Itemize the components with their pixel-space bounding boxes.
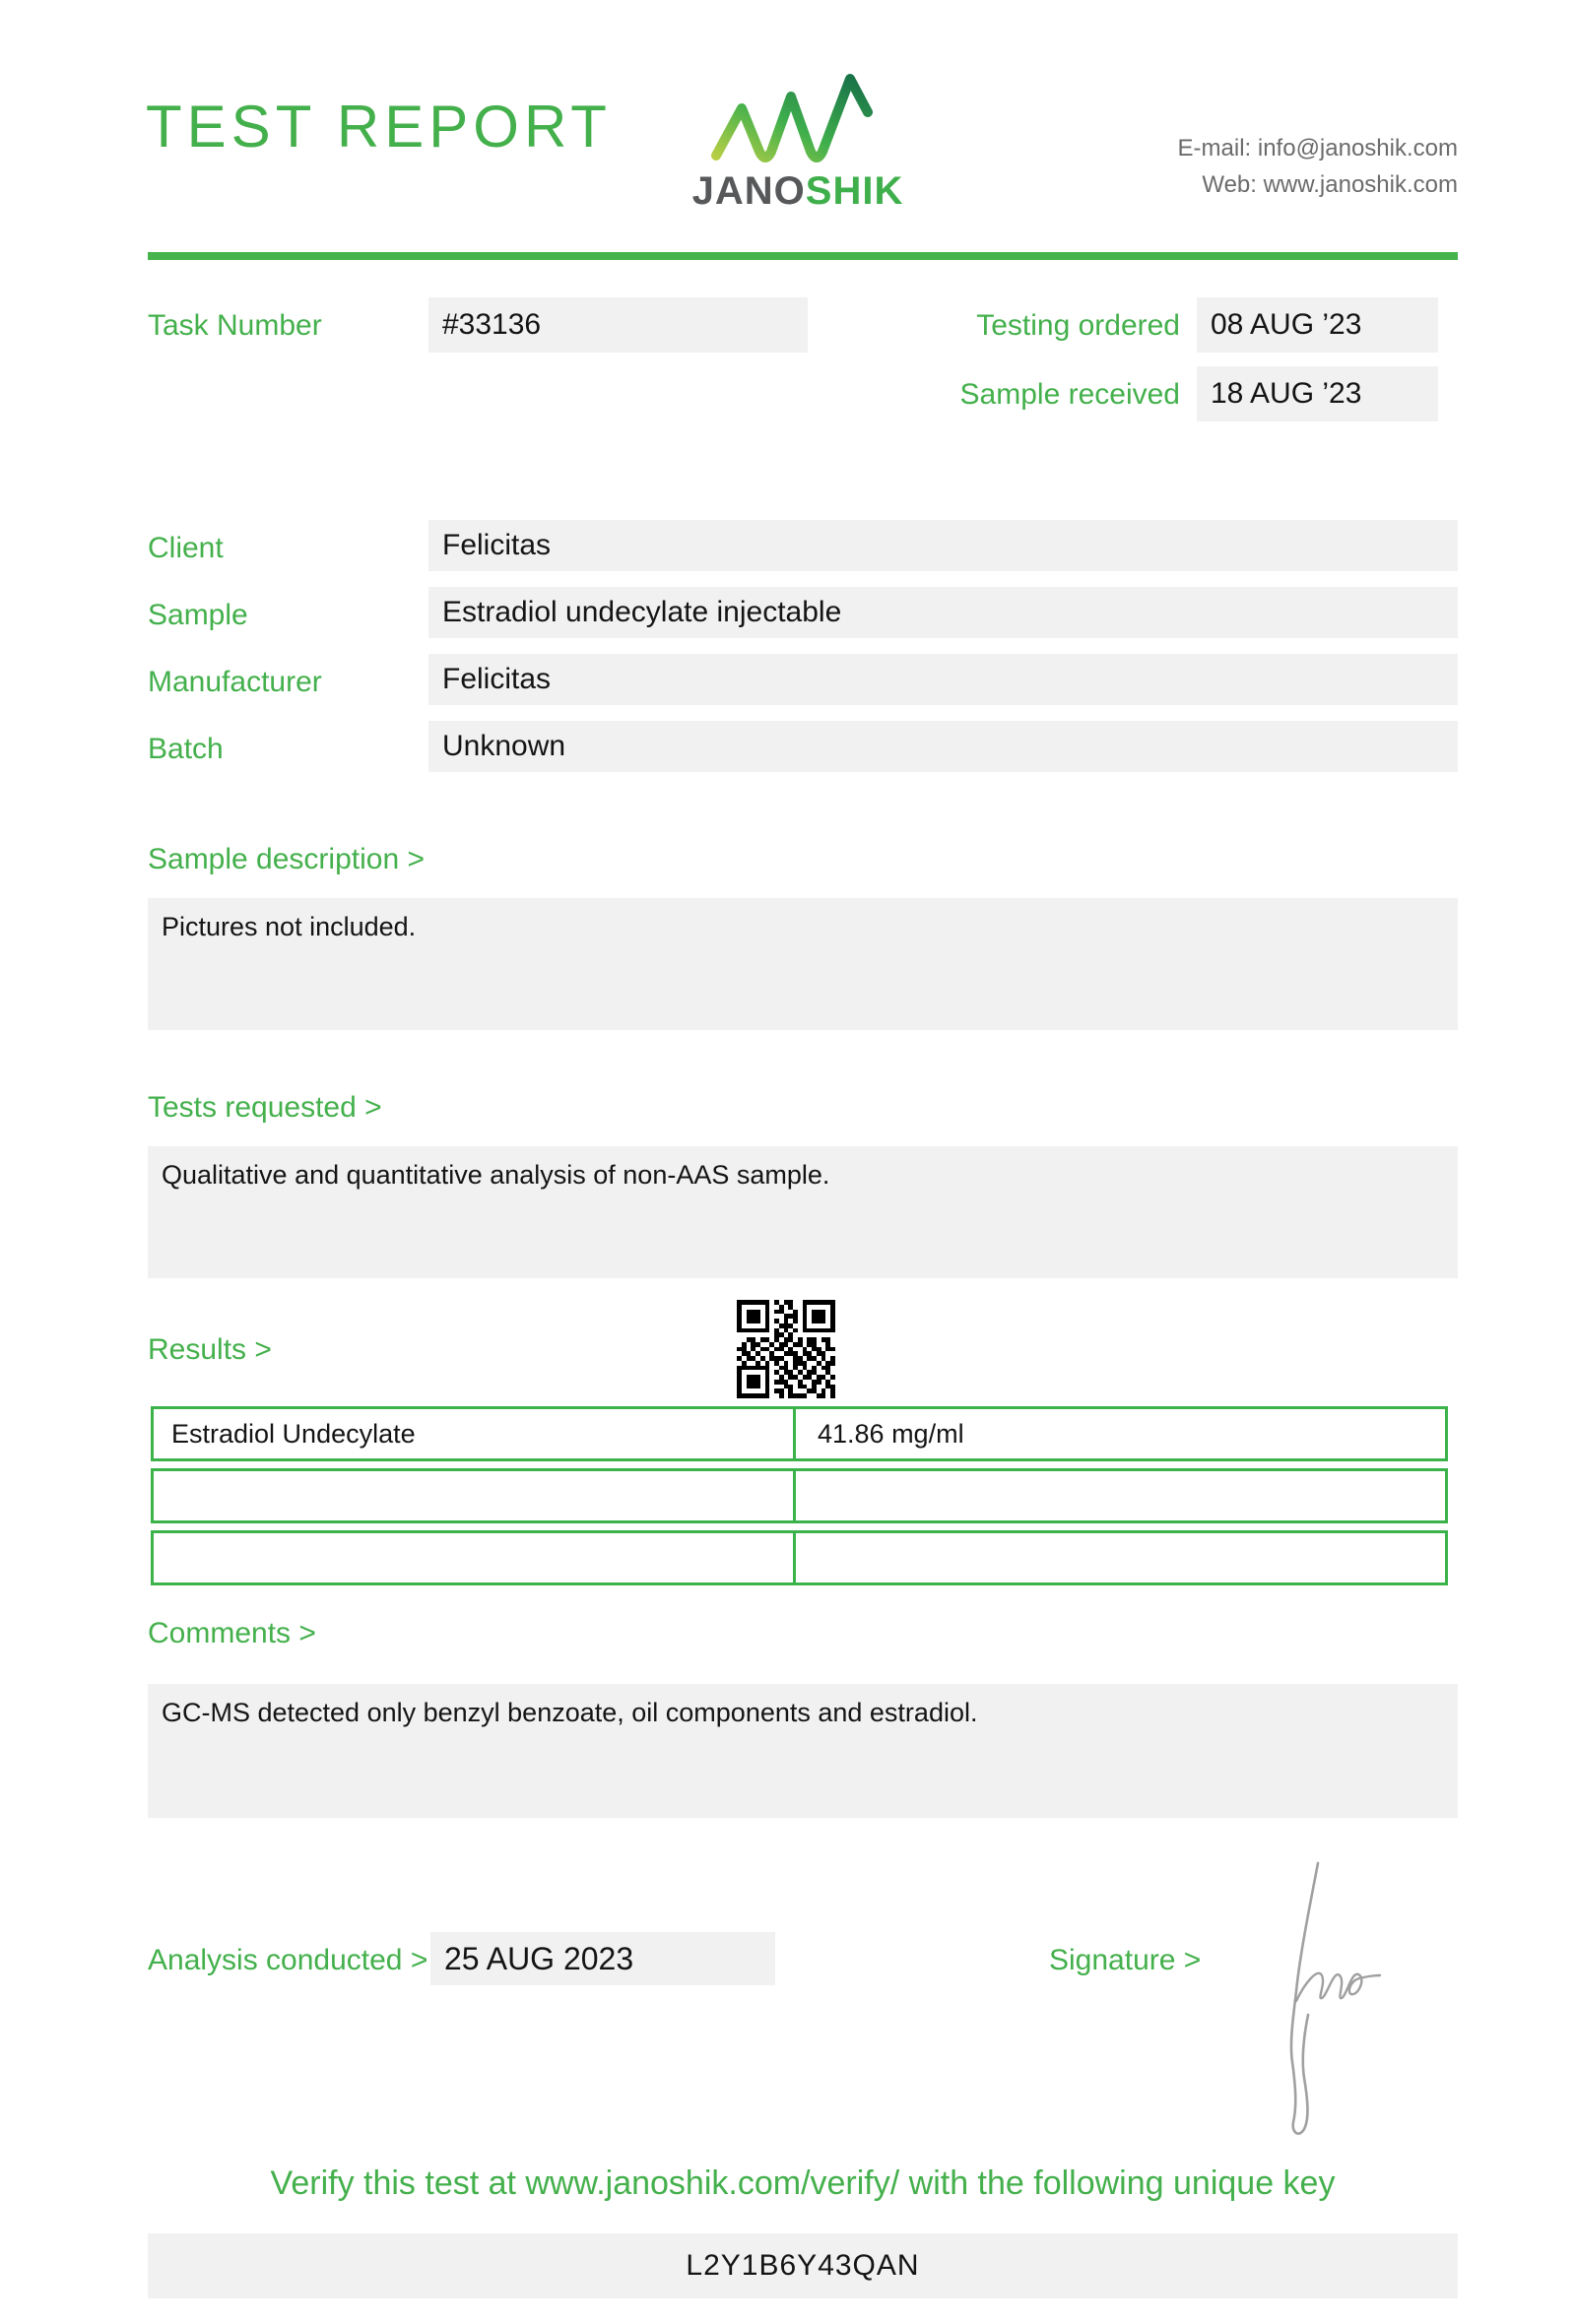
testing-ordered-value: 08 AUG ’23 (1197, 297, 1438, 353)
manufacturer-value: Felicitas (428, 654, 1458, 705)
result-substance (154, 1471, 796, 1520)
sample-received-value: 18 AUG ’23 (1197, 366, 1438, 421)
result-substance (154, 1533, 796, 1582)
sample-value: Estradiol undecylate injectable (428, 587, 1458, 638)
sample-description-text: Pictures not included. (162, 912, 417, 941)
signature-label: Signature > (1049, 1944, 1202, 1976)
result-value (796, 1533, 1445, 1582)
batch-value: Unknown (428, 721, 1458, 772)
analysis-conducted-label: Analysis conducted > (148, 1944, 428, 1976)
sample-description-box (148, 898, 1458, 1030)
client-label: Client (148, 532, 224, 564)
results-table (151, 1406, 1448, 1592)
contact-web: Web: www.janoshik.com (1202, 171, 1458, 198)
testing-ordered-label: Testing ordered (976, 309, 1180, 342)
logo-chart-icon (694, 61, 901, 167)
result-value (796, 1471, 1445, 1520)
batch-label: Batch (148, 733, 224, 765)
page-title: TEST REPORT (146, 94, 612, 160)
analysis-date-value: 25 AUG 2023 (430, 1932, 775, 1985)
comments-heading: Comments > (148, 1617, 316, 1649)
sample-label: Sample (148, 599, 248, 631)
tests-requested-text: Qualitative and quantitative analysis of non-AAS sample. (162, 1160, 830, 1190)
client-value: Felicitas (428, 520, 1458, 571)
table-row (151, 1406, 1448, 1461)
logo-wordmark (645, 169, 951, 214)
comments-box (148, 1684, 1458, 1818)
table-row (151, 1530, 1448, 1585)
signature-image (1261, 1834, 1517, 2149)
janoshik-logo (645, 61, 951, 214)
verify-key-value: L2Y1B6Y43QAN (148, 2233, 1458, 2298)
table-row (151, 1468, 1448, 1523)
tests-requested-heading: Tests requested > (148, 1091, 382, 1124)
task-number-value: #33136 (428, 297, 808, 353)
contact-info (1178, 130, 1458, 203)
verify-instruction: Verify this test at www.janoshik.com/verify/ with the following unique key (270, 2164, 1336, 2202)
manufacturer-label: Manufacturer (148, 666, 322, 698)
contact-email: E-mail: info@janoshik.com (1177, 135, 1458, 161)
logo-text-jano: JANO (691, 169, 806, 213)
task-number-label: Task Number (148, 309, 322, 342)
results-heading: Results > (148, 1333, 272, 1366)
logo-text-shik: SHIK (805, 169, 904, 213)
header-divider (148, 252, 1458, 260)
comments-text: GC-MS detected only benzyl benzoate, oil components and estradiol. (162, 1698, 978, 1727)
result-substance: Estradiol Undecylate (154, 1409, 796, 1458)
sample-received-label: Sample received (959, 378, 1180, 411)
sample-description-heading: Sample description > (148, 843, 425, 875)
tests-requested-box (148, 1146, 1458, 1278)
result-value: 41.86 mg/ml (818, 1419, 964, 1449)
qr-code (737, 1300, 835, 1398)
